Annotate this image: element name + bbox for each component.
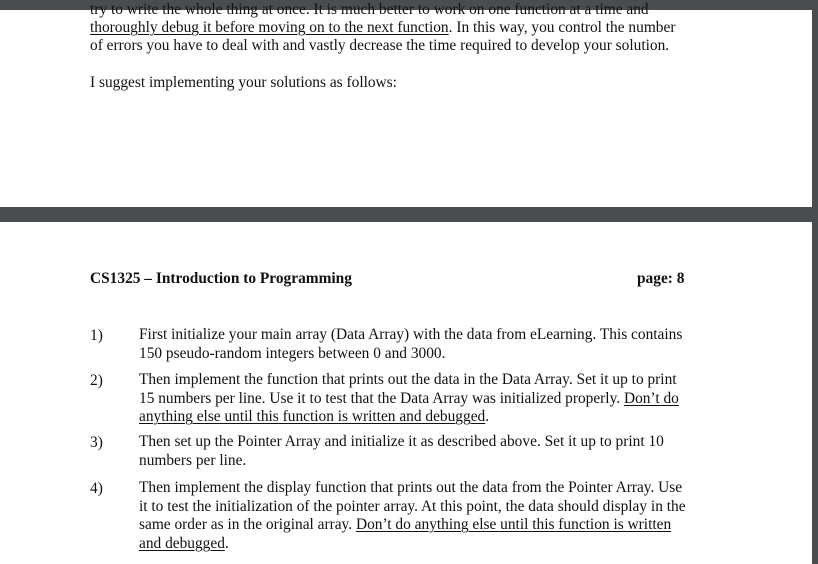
list-number: 2): [90, 372, 103, 389]
list-item-line: numbers per line.: [139, 451, 247, 469]
list-item-line: Then implement the display function that prints out the data from the Pointer Array. Use: [139, 479, 683, 496]
underlined-text: Don’t do: [623, 389, 679, 407]
text-span: . In this way, you control the number: [448, 19, 676, 36]
document-page-previous: [0, 1, 812, 207]
list-item-line: [139, 516, 729, 535]
underlined-text: and debugged: [139, 534, 225, 552]
list-item-line: Then set up the Pointer Array and initialize it as described above. Set it up to print 10: [139, 433, 664, 450]
underlined-text: anything else until this function is written and debugged: [139, 408, 486, 425]
clipped-text-line: try to write the whole thing at once. It is much better to work on one function at a time and: [90, 1, 649, 18]
list-item-line: it to test the initialization of the pointer array. At this point, the data should display in the: [139, 497, 686, 515]
list-item-line: First initialize your main array (Data Array) with the data from eLearning. This contains: [139, 326, 683, 343]
text-span: 15 numbers per line. Use it to test that the Data Array was initialized properly.: [139, 389, 624, 407]
list-number: 3): [90, 434, 103, 451]
paragraph-text: I suggest implementing your solutions as follows:: [90, 74, 397, 91]
list-item-line: [139, 408, 729, 427]
text-span: same order as in the original array.: [139, 516, 356, 533]
document-page-current: [0, 222, 812, 564]
text-span: .: [224, 534, 229, 552]
list-item-line: 150 pseudo-random integers between 0 and 3000.: [139, 344, 446, 362]
list-item-line: [139, 535, 729, 554]
list-number: 4): [90, 480, 103, 497]
course-title: CS1325 – Introduction to Programming: [90, 270, 352, 287]
list-item-line: Then implement the function that prints out the data in the Data Array. Set it up to print: [139, 371, 677, 388]
list-item: [139, 371, 729, 427]
underlined-text: thoroughly debug it before moving on to the next function: [90, 19, 449, 36]
list-item-line: [139, 390, 729, 409]
paragraph-line: [90, 18, 675, 37]
underlined-text: Don’t do anything else until this function is written: [355, 516, 672, 533]
paragraph-line: of errors you have to deal with and vastly decrease the time required to develop your solution.: [90, 37, 670, 54]
text-span: .: [485, 408, 490, 425]
list-item: [139, 479, 729, 553]
list-item: [139, 433, 729, 470]
list-item: [139, 326, 729, 363]
list-number: 1): [90, 327, 103, 344]
page-number: page: 8: [637, 270, 685, 287]
